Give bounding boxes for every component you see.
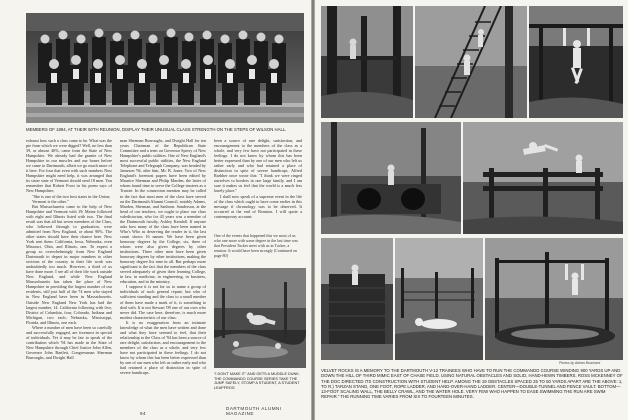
article-paragraph: I suppose it is not for us to name a group of individuals of such general repute, but who of sufficient standing and the class to a small number of them have made a mark of it, is something to deal with. It is not Stewart '09 one of our own who never did. The case here, therefore, is much more modest characteristic of our class. (120, 284, 206, 320)
article-paragraph: Where a number of men have been so carefully and successfully engaged, are foremost in special of individuals. Yet it may be fair to speak of the contribution which '94 has made in the State of New Hampshire through Chief Justice John Allen, Governor John Bartlett, Congressman Sherman Burroughs, and Dwight Hall (26, 324, 112, 361)
article-paragraph: man Sherman Burroughs, and Dwight Hall for ten years Chairman of the Republican State Committee and a term on Governor Sperry of New Hampshire's public utilities. One of New England's most successful public utilities, the New England Telephone and Telegraph Company, was headed by Jameson '94, after him, Mr. B. Jones. Two of New England's foremost papers have been edited by Maurice Sherman and Philip Marden, the latter of whom found time to serve the College trustees as a Trustee. In the connection mention may be called to the fact that most men of the class have served on the Dartmouth Alumni Council, notably Adams, Marden, Sherman, and Sanborn. Sanderson, at the head of our teachers, we ought to place our class valedictorian, who for 43 years was a member of the Dartmouth faculty, Ashley Kendall. If anyone asks how many of the class have been named in Who's Who as deserving the reader in it, the last count shows 16 names. We have been given honorary degrees by the College, six, three of whom were also given degrees by other institutions. Three other men have been given honorary degrees by other institutions, making the honorary degree list nine in all. But perhaps more significant is the fact that the members of the class served adequately of given their learning College, in law, in medicine, in engineering, in business, education, and in the ministry. (120, 138, 206, 285)
article-quote: Vermont is the other." (32, 198, 69, 204)
class-reunion-photo (26, 13, 304, 123)
article-column-3 (214, 138, 302, 230)
article-paragraph: exhaust how such a class came to be. What was the pie from which we were digged? Well, no less than 39, or almost 40%, came from the State of New Hampshire. We already had the granite of New Hampshire in our muscles and our bones before we came to Dartmouth, albeit we go much more of it here. For four that even with such numbers New Hampshire might need help, it was arranged that its sister state of Vermont should send 18 men. You remember that Robert Frost in his poem says of New Hampshire, (26, 138, 112, 194)
article-paragraph: been a source of rare delight, satisfaction, and encouragement to the members of the class as a whole, and very few have not participated in these feelings. I do not know by whom this has been better expressed than by one of our men who left us rather early and who had retained a place of distinction in spite of severe handicaps. Alfred Rarbher once wrote this: "I think we were ringed ourselves to borders in one large family, and I am sure it makes us feel that the world is a much less lonely place." (214, 138, 302, 194)
page-number: 94 (140, 411, 147, 416)
article-quote: "She is one of the two best states in the Union; (32, 193, 111, 199)
fence-vault-photo (463, 122, 623, 234)
commando-inset-photo (214, 268, 306, 368)
article-column-2 (120, 138, 206, 406)
article-paragraph: But Massachusetts came to the help of New Hampshire and Vermont with 19; Maine followed with eight and Illinois listed with two. The final result was that all but seven members of the Class, who followed through to graduation, were admitted from New England, or about 90%. The other states should have their chance here. New York sent them: California, lowa, Nebraska, even Missouri, Ohio, and Illinois, one. To expect a group so overwhelmingly from New England Dartmouth to depart in major numbers to other sections of the country in their life work was undoubtedly too much. However, a third of us have done more. I see all of their life work outside New England, and while New England Massachusetts has taken the place of New Hampshire in providing the largest number of our residents, still just half of the 74 men who stayed in New England have been in Massachusetts. Outside New England New York has had the largest number, 14. California following with five, District of Columbia, four, Colorado, Indiana and Michigan, two each; Nebraska, Mississippi, Florida, and Illinois, one each. (26, 203, 112, 325)
inset-photo-caption: "I DON'T MAKE IT" AND GETS A MUDDLE DUNK. THE COMMANDO COURSE SERIES TAKE THE JUMP SAFELY, STOMP A STUDENT, A STUDENT LEAPFROG (214, 372, 300, 390)
hand-over-hand-ladder-photo (529, 6, 623, 118)
right-page (315, 0, 628, 420)
class-photo-caption: MEMBERS OF 1894, AT THEIR 50TH REUNION, DISPLAY THEIR UNUSUAL CLASS STRENGTH ON THE STEPS OF WILSON HALL. (26, 127, 287, 132)
scaling-wall-photo (321, 238, 393, 360)
left-page (0, 0, 311, 420)
water-hole-photo (485, 238, 623, 360)
commando-course-caption: VELVET ROCKS IS A MEMORY TO THE DARTMOUTH V-12 TRAINEES WHO HAVE TO RUN THE COMMANDO COURSE WINDING 900 YARDS UP AND DOWN THE HILL OF THIRD MIMIC EAST OF CHASE FIELD. USING NATURAL OBSTACLES AND SOLID, HAND-HEWN TIMBERS, ROSS MCKENNEY OF THE DOC DIRECTED ITS CONSTRUCTION WITH STUDENT HELP. AMONG THE 19 OBSTACLES SPACED 25 TO 50 YARDS APART ARE THE ABOVE: 1, TO R.) TARZAN STAND, ONE FOOT, ROPE LADDER, AND HAND-OVER-HAND LADDER. CENTER—DOUBLE-TUNNEL AND FENCE VAULT. BOTTOM—13-FOOT SCALING WALL, THE BELLY CRAWL, AND THE WATER HOLE. VERY FEW WHO HAPPEN TO EASE SWIMMING THE RUN ARE SWIM REPAIR." THE RUNNING TIME VARIES FROM SIX TO FOURTEEN MINUTES. (321, 368, 623, 400)
photo-credit: Photos by Adrian Bouchard (559, 361, 601, 365)
continued-box: One of the events that happened this we most of us who one more with some degree in the last time was that President Tucker meet with us in Tucker, a reunion. It would have been strongly [Continued on page 80] (214, 234, 298, 258)
article-paragraph: I shall now speak of a supreme event in the life of the class which ought to have come earlier in this message if chronology was to be observed. It occurred at the end of Reunion. I will quote a contemporary account: (214, 193, 302, 219)
rope-ladder-photo (415, 6, 527, 118)
tarzan-stand-photo (321, 6, 413, 118)
belly-crawl-photo (395, 238, 483, 360)
article-paragraph: It is no exaggeration from an intimate knowledge of what the men have written and done and what they have seemed to feel, that their relationship to the Class of '94 has been a source of rare delight, satisfaction, and encouragement to the members of the class as a whole, and very few have not participated in these feelings. I do not know by whom this has been better expressed than by one of our men who left us rather early and who had retained a place of distinction in spite of severe handicaps. (120, 319, 206, 376)
article-column-1 (26, 138, 112, 406)
double-tunnel-photo (321, 122, 461, 234)
magazine-title: DARTMOUTH ALUMNI MAGAZINE (226, 406, 282, 416)
